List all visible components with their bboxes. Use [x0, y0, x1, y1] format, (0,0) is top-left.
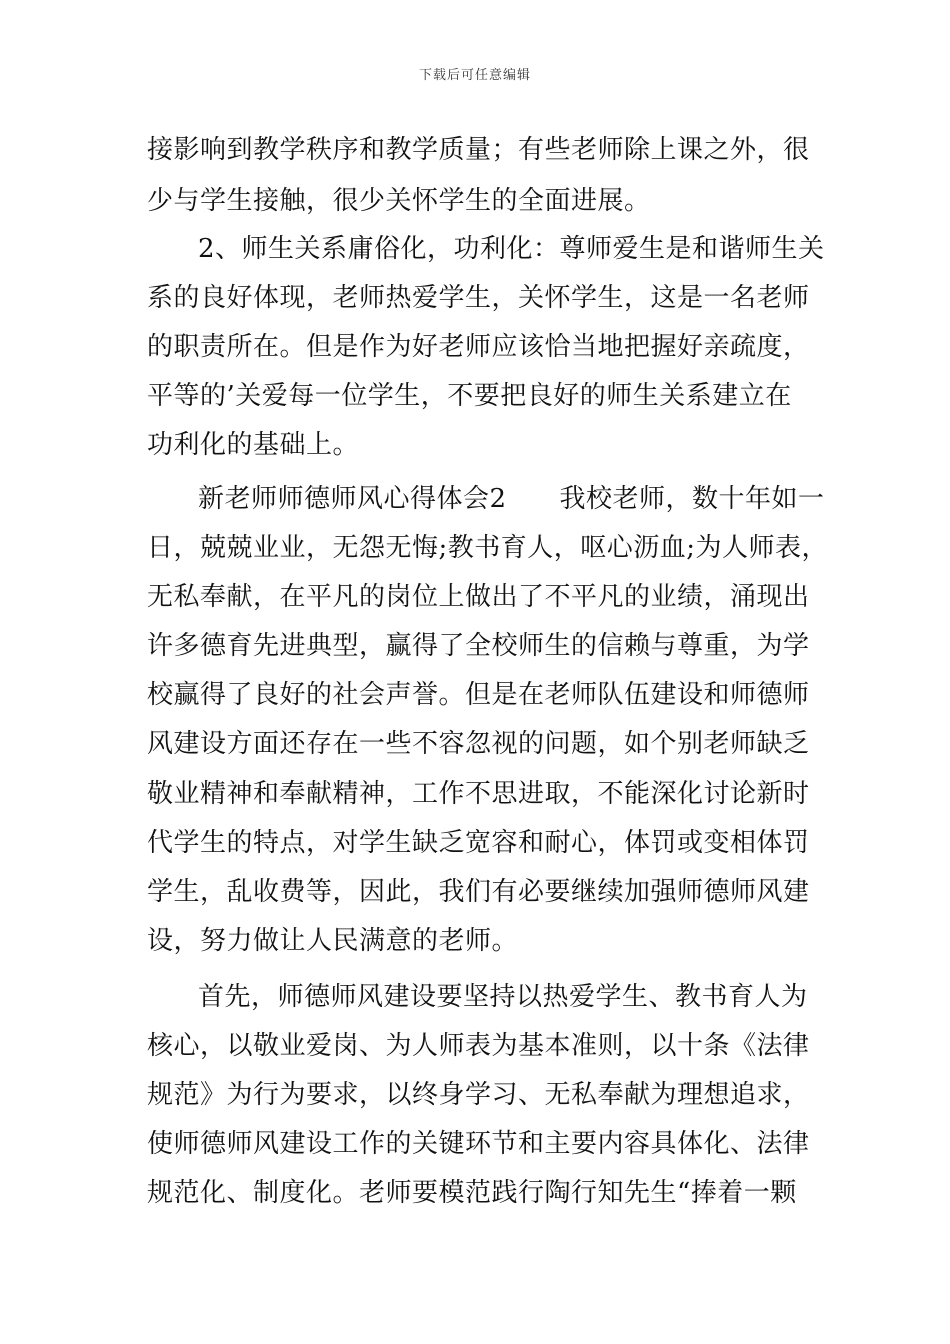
paragraph-2-line-1: 2、师生关系庸俗化，功利化：尊师爱生是和谐师生关 [198, 234, 825, 264]
paragraph-4-line-4: 使师德师风建设工作的关键环节和主要内容具体化、法律 [147, 1129, 810, 1159]
paragraph-4-line-5: 规范化、制度化。老师要模范践行陶行知先生“捧着一颗 [147, 1178, 797, 1208]
paragraph-3-line-8: 代学生的特点，对学生缺乏宽容和耐心，体罚或变相体罚 [147, 828, 810, 858]
paragraph-3-line-2: 日，兢兢业业，无怨无悔;教书育人，呕心沥血;为人师表， [147, 533, 829, 563]
paragraph-3-line-9: 学生，乱收费等，因此，我们有必要继续加强师德师风建 [147, 877, 810, 907]
paragraph-3-line-4: 许多德育先进典型，赢得了全校师生的信赖与尊重，为学 [147, 631, 810, 661]
paragraph-3-line-3: 无私奉献，在平凡的岗位上做出了不平凡的业绩，涌现出 [147, 582, 810, 612]
paragraph-3-line-6: 风建设方面还存在一些不容忽视的问题，如个别老师缺乏 [147, 729, 810, 759]
paragraph-1-line-2: 少与学生接触，很少关怀学生的全面进展。 [147, 186, 651, 216]
paragraph-4-line-1: 首先，师德师风建设要坚持以热爱学生、教书育人为 [198, 982, 808, 1012]
page-header: 下载后可任意编辑 [418, 68, 531, 83]
paragraph-2-line-2: 系的良好体现，老师热爱学生，关怀学生，这是一名老师 [147, 283, 810, 313]
paragraph-2-line-3: 的职责所在。但是作为好老师应该恰当地把握好亲疏度， [147, 332, 810, 362]
paragraph-4-line-2: 核心，以敬业爱岗、为人师表为基本准则，以十条《法律 [147, 1031, 810, 1061]
paragraph-1-line-1: 接影响到教学秩序和教学质量；有些老师除上课之外，很 [147, 135, 810, 165]
paragraph-3-line-1: 新老师师德师风心得体会2 我校老师，数十年如一 [198, 484, 825, 514]
paragraph-3-line-10: 设，努力做让人民满意的老师。 [147, 926, 519, 956]
paragraph-2-line-5: 功利化的基础上。 [147, 430, 360, 460]
paragraph-4-line-3: 规范》为行为要求，以终身学习、无私奉献为理想追求， [147, 1080, 810, 1110]
paragraph-2-line-4: 平等的’关爱每一位学生，不要把良好的师生关系建立在 [147, 381, 792, 411]
paragraph-3-line-7: 敬业精神和奉献精神，工作不思进取，不能深化讨论新时 [147, 779, 810, 809]
paragraph-3-line-5: 校赢得了良好的社会声誉。但是在老师队伍建设和师德师 [147, 680, 810, 710]
